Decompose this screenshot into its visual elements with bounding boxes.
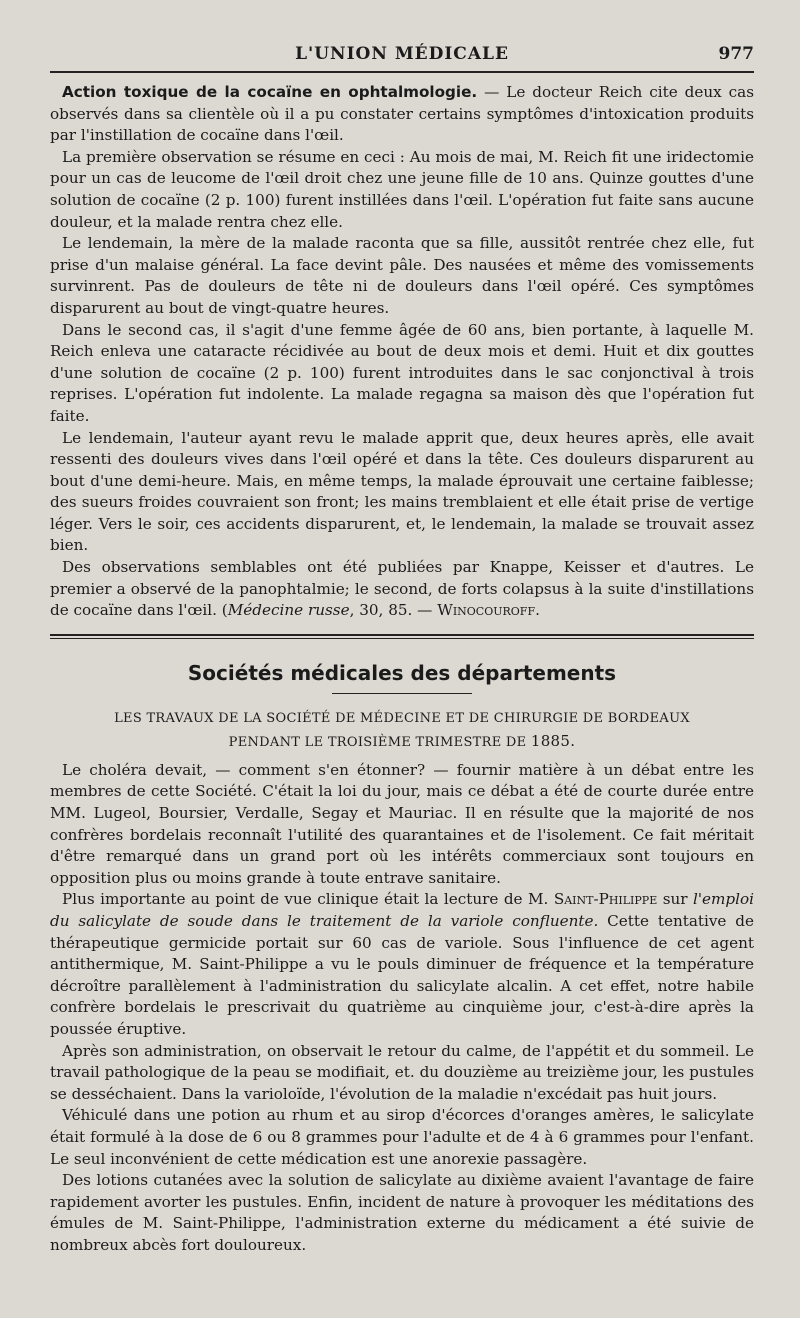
section-paragraph-2-b: sur — [657, 890, 693, 909]
article-paragraph-4: Dans le second cas, il s'agit d'une femme âgée de 60 ans, bien portante, à laquelle M. Reich enleva une cataracte récidivée au bout de deux mois et demi. Huit et dix gouttes d'une solution de cocaïne (2 p. 100) furent introduites dans le sac conjonctival à trois reprises. L'opération fut indolente. La malade regagna sa maison dès que l'opération fut faite. — [50, 320, 754, 425]
section-paragraph-2-c: Cette tentative de thérapeutique germicide portait sur 60 cas de variole. Sous l'influence de cet agent antithermique, M. Saint-Philippe a vu le pouls diminuer de fréquence et la température décroître parallèlement à l'administration du salicylate alcalin. A cet effet, notre habile confrère bordelais le prescrivait du quatrième au cinquième jour, c'est-à-dire après la poussée éruptive. — [50, 912, 754, 1038]
section-divider — [50, 634, 754, 639]
article-paragraph-1-text: — Le docteur Reich cite deux cas observés dans sa clientèle où il a pu constater certains symptômes d'intoxication produits par l'instillation de cocaïne dans l'œil. — [50, 83, 755, 145]
article-paragraph-5: Le lendemain, l'auteur ayant revu le malade apprit que, deux heures après, elle avait ressenti des douleurs vives dans l'œil opéré et dans la tête. Ces douleurs disparurent au bout d'une demi-heure. Mais, en même temps, la malade éprouvait une certaine faiblesse; des sueurs froides couvraient son front; les mains tremblaient et elle était prise de vertige léger. Vers le soir, ces accidents disparurent, et, le lendemain, la malade se trouvait assez bien. — [50, 428, 754, 555]
section-underline — [332, 693, 472, 694]
section-paragraph-1: Le choléra devait, — comment s'en étonner? — fournir matière à un débat entre les membres de cette Société. C'était la loi du jour, mais ce débat a été de courte durée entre MM. Lugeol, Boursier, Verdalle, Segay et Mauriac. Il en résulte que la majorité de nos confrères bordelais reconnaît l'utilité des quarantaines et de l'isolement. Ce fait méritait d'être remarqué dans un grand port où les intérêts commerciaux sont toujours en opposition plus ou moins grande à toute entrave sanitaire. — [50, 760, 754, 887]
report-heading-line-2 — [50, 730, 754, 754]
report-heading-text: PENDANT LE TROISIÈME TRIMESTRE DE — [228, 734, 531, 750]
section-paragraph-2-a: Plus importante au point de vue clinique était la lecture de M. — [62, 890, 554, 909]
source-journal: Médecine russe — [227, 601, 350, 620]
article-paragraph-6 — [50, 557, 754, 622]
article-paragraph-2: La première observation se résume en ceci : Au mois de mai, M. Reich fit une iridectomie pour un cas de leucome de l'œil droit chez une jeune fille de 10 ans. Quinze gouttes d'une solution de cocaïne (2 p. 100) furent instillées dans l'œil. L'opération fut faite sans aucune douleur, et la malade rentra chez elle. — [50, 147, 754, 231]
header-rule — [50, 71, 754, 73]
report-heading-line-1: LES TRAVAUX DE LA SOCIÉTÉ DE MÉDECINE ET DE CHIRURGIE DE BORDEAUX — [114, 710, 690, 726]
article-cocaine — [50, 82, 754, 622]
section-paragraph-2 — [50, 889, 754, 1040]
section-title: Sociétés médicales des départements — [187, 660, 617, 685]
section-paragraph-4: Véhiculé dans une potion au rhum et au sirop d'écorces d'oranges amères, le salicylate était formulé à la dose de 6 ou 8 grammes pour l'adulte et de 4 à 6 grammes pour l'enfant. Le seul inconvénient de cette médication est une anorexie passagère. — [50, 1106, 754, 1168]
article-end: . — [535, 601, 540, 620]
article-paragraph-6-text: Des observations semblables ont été publiées par Knappe, Keisser et d'autres. Le premier a observé de la panophtalmie; le second, de forts colapsus à la suite d'instillations de cocaïne dans l'œil. ( — [50, 558, 754, 620]
source-reference: , 30, 85. — — [349, 601, 438, 620]
journal-title: L'UNION MÉDICALE — [295, 44, 509, 64]
page-header — [50, 0, 754, 72]
section-body — [50, 760, 754, 1257]
article-paragraph-1 — [50, 82, 754, 147]
article-paragraph-3: Le lendemain, la mère de la malade raconta que sa fille, aussitôt rentrée chez elle, fut prise d'un malaise général. La face devint pâle. Des nausées et même des vomissements survinrent. Pas de douleurs de tête ni de douleurs dans l'œil opéré. Ces symptômes disparurent au bout de vingt-quatre heures. — [50, 234, 754, 317]
author-name: Saint-Philippe — [553, 890, 658, 909]
report-year: 1885. — [530, 731, 576, 750]
article-author: Winocouroff — [437, 601, 536, 620]
report-heading — [50, 708, 754, 754]
section-paragraph-5: Des lotions cutanées avec la solution de salicylate au dixième avaient l'avantage de faire rapidement avorter les pustules. Enfin, incident de nature à provoquer les méditations des émules de M. Saint-Philippe, l'administration externe du médicament a été suivie de nombreux abcès fort douloureux. — [50, 1171, 754, 1254]
lecture-title: l'emploi du salicylate de soude dans le traitement de la variole confluente. — [50, 890, 754, 930]
page-number: 977 — [718, 44, 754, 64]
article-title: Action toxique de la cocaïne en ophtalmologie. — [62, 83, 478, 101]
section-paragraph-3: Après son administration, on observait le retour du calme, de l'appétit et du sommeil. Le travail pathologique de la peau se modifiait, et. du douzième au treizième jour, les pustules se desséchaient. Dans la varioloïde, l'évolution de la maladie n'excédait pas huit jours. — [50, 1041, 754, 1103]
